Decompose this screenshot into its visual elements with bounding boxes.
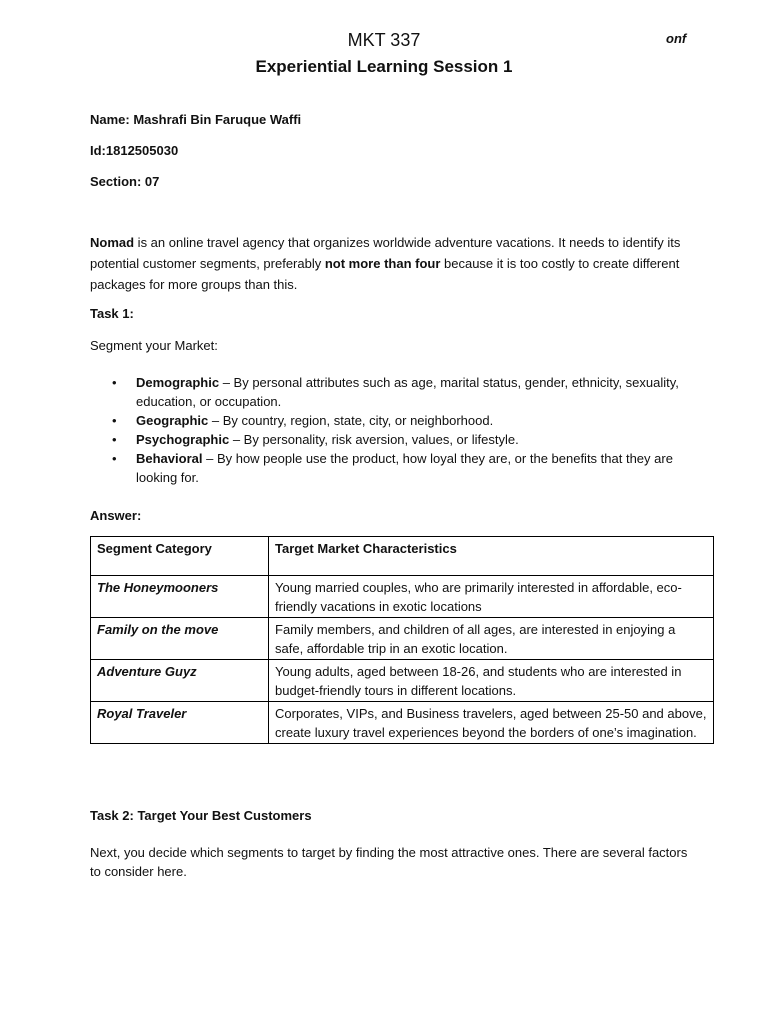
student-id: Id:1812505030 (90, 143, 179, 158)
task1-heading: Task 1: (90, 306, 134, 321)
table-row (91, 702, 714, 744)
intro-text-2: because it is too costly to create different packages for more groups than this. (90, 256, 680, 292)
bullet-desc: – By how people use the product, how loyal they are, or the benefits that they are looking for. (136, 451, 673, 485)
table-row (91, 618, 714, 660)
bullet-term: Geographic (136, 413, 209, 428)
bullet-desc: – By personal attributes such as age, marital status, gender, ethnicity, sexuality, education, or occupation. (136, 375, 679, 409)
company-name: Nomad (90, 235, 135, 250)
segment-characteristics: Family members, and children of all ages, are interested in enjoying a safe, affordable trip in an exotic location. (269, 618, 714, 660)
intro-text-1: is an online travel agency that organizes worldwide adventure vacations. It needs to identify its potential customer segments, preferably (90, 235, 681, 271)
bullet-dot-icon: • (112, 375, 117, 390)
segmentation-bullet-list (90, 373, 690, 487)
bullet-term: Demographic (136, 375, 220, 390)
bullet-desc: – By country, region, state, city, or neighborhood. (208, 413, 494, 428)
segment-characteristics: Young married couples, who are primarily interested in affordable, eco-friendly vacations in exotic locations (269, 576, 714, 618)
table-row (91, 660, 714, 702)
segment-category: The Honeymooners (91, 576, 269, 618)
course-code: MKT 337 (347, 30, 421, 50)
bullet-dot-icon: • (112, 451, 117, 466)
bullet-term: Psychographic (136, 432, 230, 447)
bullet-dot-icon: • (112, 432, 117, 447)
bullet-item (90, 430, 690, 449)
corner-mark: onf (666, 31, 687, 46)
segment-characteristics: Corporates, VIPs, and Business travelers, aged between 25-50 and above, create luxury travel experiences beyond the borders of one’s imagination. (269, 702, 714, 744)
task2-paragraph: Next, you decide which segments to target by finding the most attractive ones. There are several factors to consider here. (90, 845, 688, 879)
table-header-row (91, 537, 714, 576)
segment-category: Family on the move (91, 618, 269, 660)
answer-label: Answer: (90, 508, 142, 523)
task2-heading: Task 2: Target Your Best Customers (90, 808, 312, 823)
bullet-item (90, 449, 690, 487)
page-title: Experiential Learning Session 1 (255, 57, 513, 76)
column-header-characteristics: Target Market Characteristics (269, 537, 714, 576)
intro-emphasis: not more than four (324, 256, 441, 271)
column-header-category: Segment Category (91, 537, 269, 576)
segment-characteristics: Young adults, aged between 18-26, and students who are interested in budget-friendly tours in different locations. (269, 660, 714, 702)
bullet-term: Behavioral (136, 451, 203, 466)
intro-paragraph (90, 232, 690, 295)
bullet-item (90, 411, 690, 430)
segment-category: Royal Traveler (91, 702, 269, 744)
bullet-item (90, 373, 690, 411)
task1-prompt: Segment your Market: (90, 338, 218, 353)
bullet-desc: – By personality, risk aversion, values, or lifestyle. (229, 432, 519, 447)
student-name: Name: Mashrafi Bin Faruque Waffi (90, 112, 302, 127)
segment-table (90, 536, 714, 744)
table-row (91, 576, 714, 618)
segment-category: Adventure Guyz (91, 660, 269, 702)
bullet-dot-icon: • (112, 413, 117, 428)
student-section: Section: 07 (90, 174, 160, 189)
